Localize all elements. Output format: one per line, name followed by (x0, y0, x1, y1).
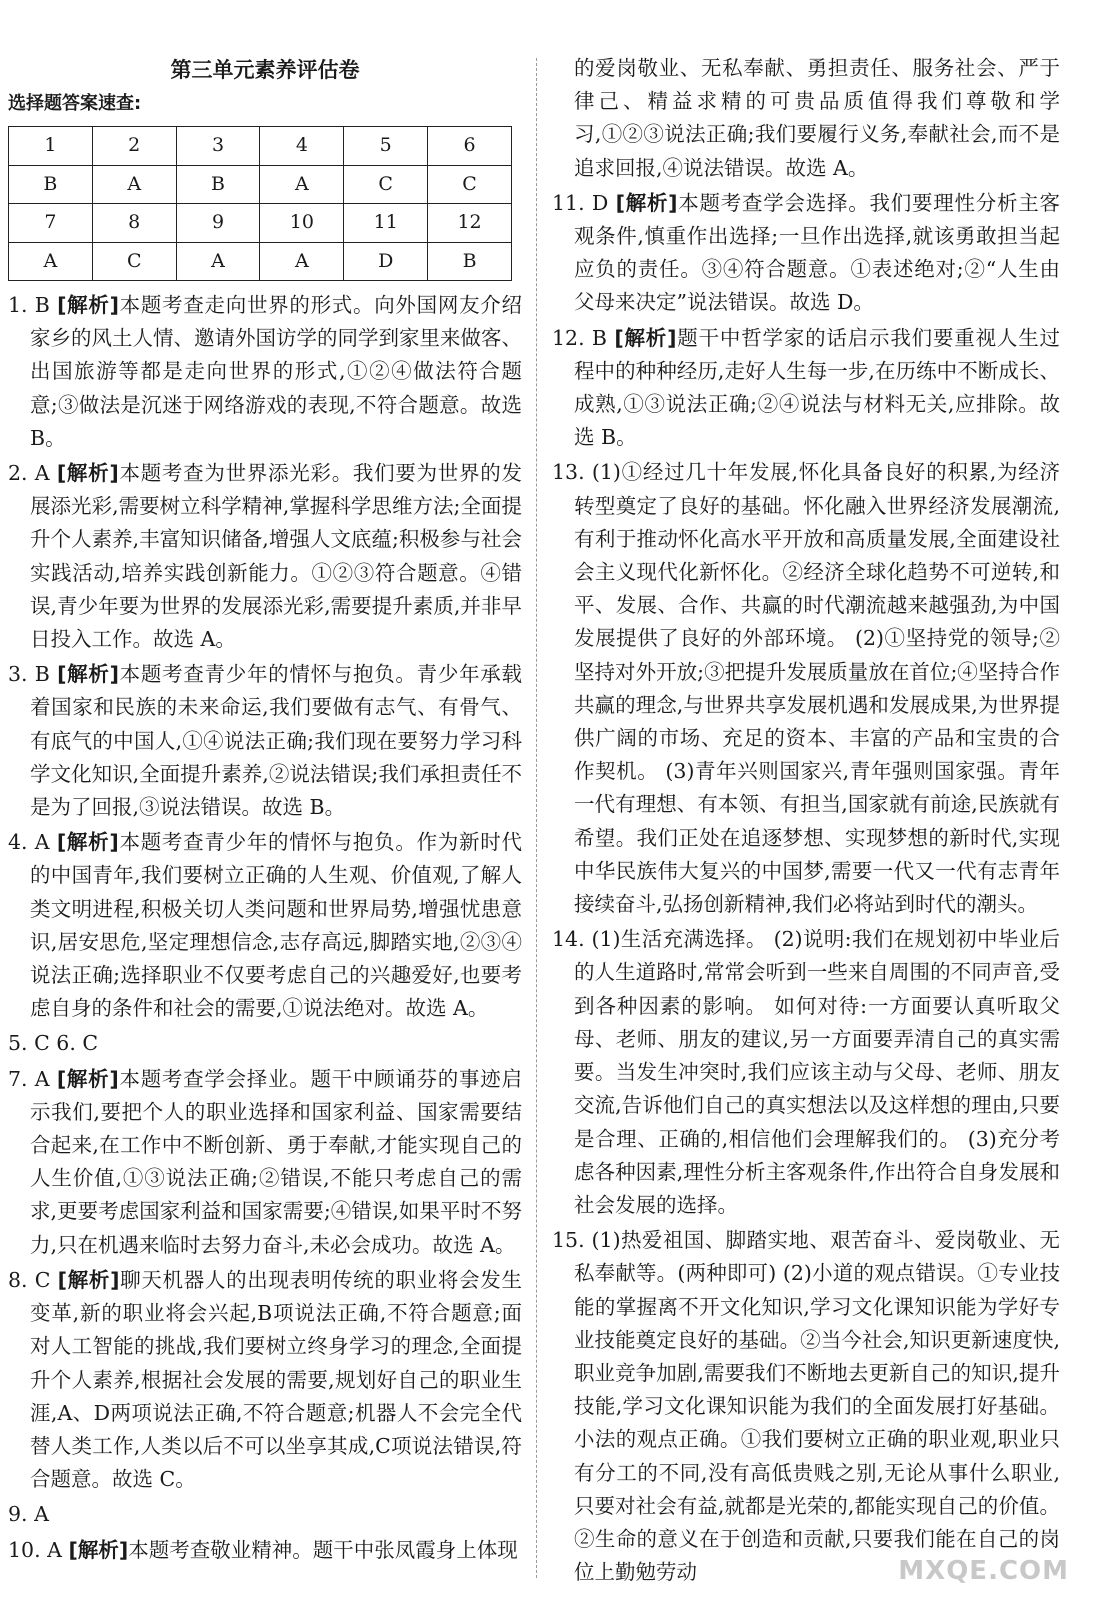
answer-text: 本题考查走向世界的形式。向外国网友介绍家乡的风土人情、邀请外国访学的同学到家里来做客、出国旅游等都是走向世界的形式,①②④做法符合题意;③做法是沉迷于网络游戏的表现,不符合题意。故选 B。 (30, 293, 522, 450)
answer-item (8, 1264, 522, 1496)
answer-cell: 5 (344, 127, 428, 166)
answer-cell: A (9, 242, 93, 281)
page-title: 第三单元素养评估卷 (170, 58, 360, 82)
answer-cell: 8 (92, 204, 176, 243)
answer-text: 的爱岗敬业、无私奉献、勇担责任、服务社会、严于律己、精益求精的可贵品质值得我们尊敬和学习,①②③说法正确;我们要履行义务,奉献社会,而不是追求回报,④说法错误。故选 A。 (574, 56, 1060, 180)
answer-number: 11. D (552, 190, 616, 215)
analysis-tag: [解析] (57, 662, 119, 687)
answer-number: 2. A (8, 461, 57, 486)
answer-text: (1)生活充满选择。 (2)说明:我们在规划初中毕业后的人生道路时,常常会听到一些来自周围的不同声音,受到各种因素的影响。 如何对待:一方面要认真听取父母、老师、朋友的建议,另一方面要弄清自己的真实需要。当发生冲突时,我们应该主动与父母、老师、朋友交流,告诉他们自己的真实想法以及这样想的理由,只要是合理、正确的,相信他们会理解我们的。 (3)充分考虑各种因素,理性分析主客观条件,作出符合自身发展和社会发展的选择。 (574, 927, 1060, 1217)
analysis-tag: [解析] (614, 325, 677, 350)
answer-number: 9. A (8, 1502, 49, 1527)
answer-cell: 3 (176, 127, 260, 166)
answer-number: 13. (552, 460, 592, 485)
watermark: MXQE.COM (898, 1556, 1069, 1586)
analysis-tag: [解析] (56, 830, 119, 855)
answer-text: 聊天机器人的出现表明传统的职业将会发生变革,新的职业将会兴起,B项说法正确,不符合题意;面对人工智能的挑战,我们要树立终身学习的理念,全面提升个人素养,根据社会发展的需要,规划好自己的职业生涯,A、D两项说法正确,不符合题意;机器人不会完全代替人类工作,人类以后不可以坐享其成,C项说法错误,符合题意。故选 C。 (30, 1267, 522, 1492)
answer-item (552, 923, 1060, 1222)
right-answer-list (552, 52, 1060, 1589)
answer-cell: 11 (344, 204, 428, 243)
column-divider (536, 58, 537, 1578)
answer-table-row (9, 242, 512, 281)
answer-cell: C (428, 165, 512, 204)
answer-table-row (9, 127, 512, 166)
answer-text: 本题考查青少年的情怀与抱负。作为新时代的中国青年,我们要树立正确的人生观、价值观,了解人类文明进程,积极关切人类问题和世界局势,增强忧患意识,居安思危,坚定理想信念,志存高远,脚踏实地,②③④说法正确;选择职业不仅要考虑自己的兴趣爱好,也要考虑自身的条件和社会的需要,①说法绝对。故选 A。 (30, 830, 522, 1021)
answer-item (8, 1063, 522, 1262)
answer-text: 本题考查学会择业。题干中顾诵芬的事迹启示我们,要把个人的职业选择和国家利益、国家需要结合起来,在工作中不断创新、勇于奉献,才能实现自己的人生价值,①③说法正确;②错误,不能只考虑自己的需求,更要考虑国家利益和国家需要;④错误,如果平时不努力,只在机遇来临时去努力奋斗,未必会成功。故选 A。 (30, 1066, 522, 1257)
answer-table (8, 126, 512, 281)
answer-item (8, 457, 522, 656)
answer-text: 题干中哲学家的话启示我们要重视人生过程中的种种经历,走好人生每一步,在历练中不断成长、成熟,①③说法正确;②④说法与材料无关,应排除。故选 B。 (574, 325, 1060, 450)
answer-text: (1)①经过几十年发展,怀化具备良好的积累,为经济转型奠定了良好的基础。怀化融入世界经济发展潮流,有利于推动怀化高水平开放和高质量发展,全面建设社会主义现代化新怀化。②经济全球化趋势不可逆转,和平、发展、合作、共赢的时代潮流越来越强劲,为中国发展提供了良好的外部环境。 (2)①坚持党的领导;②坚持对外开放;③把提升发展质量放在首位;④坚持合作共赢的理念,与世界共享发展机遇和发展成果,为世界提供广阔的市场、充足的资本、丰富的产品和宝贵的合作契机。 (3)青年兴则国家兴,青年强则国家强。青年一代有理想、有本领、有担当,国家就有前途,民族就有希望。我们正处在追逐梦想、实现梦想的新时代,实现中华民族伟大复兴的中国梦,需要一代又一代有志青年接续奋斗,弘扬创新精神,我们必将站到时代的潮头。 (574, 460, 1060, 917)
answer-cell: 12 (428, 204, 512, 243)
answer-cell: A (92, 165, 176, 204)
answer-text: (1)热爱祖国、脚踏实地、艰苦奋斗、爱岗敬业、无私奉献等。(两种即可) (2)小道的观点错误。①专业技能的掌握离不开文化知识,学习文化课知识能为学好专业技能奠定良好的基础。②当今社会,知识更新速度快,职业竞争加剧,需要我们不断地去更新自己的知识,提升技能,学习文化课知识能为我们的全面发展打好基础。 小法的观点正确。①我们要树立正确的职业观,职业只有分工的不同,没有高低贵贱之别,无论从事什么职业,只要对社会有益,就都是光荣的,都能实现自己的价值。②生命的意义在于创造和贡献,只要我们能在自己的岗位上勤勉劳动 (574, 1228, 1060, 1585)
answer-item (552, 456, 1060, 921)
answer-cell: A (260, 165, 344, 204)
answer-item (552, 187, 1060, 320)
answer-text: 本题考查敬业精神。题干中张凤霞身上体现 (128, 1537, 518, 1562)
answer-cell: 1 (9, 127, 93, 166)
answer-item (552, 1224, 1060, 1589)
answer-cell: 10 (260, 204, 344, 243)
answer-number: 1. B (8, 293, 58, 317)
right-column (552, 52, 1060, 1589)
answer-item (552, 322, 1060, 455)
answer-text: 本题考查青少年的情怀与抱负。青少年承载着国家和民族的未来命运,我们要做有志气、有骨气、有底气的中国人,①④说法正确;我们现在要努力学习科学文化知识,全面提升素养,②说法错误;我们承担责任不是为了回报,③说法错误。故选 B。 (30, 662, 522, 820)
left-answer-list (8, 289, 522, 1567)
answer-item (8, 658, 522, 824)
answer-item (8, 289, 522, 455)
answer-item (552, 52, 1060, 185)
answer-cell: C (92, 242, 176, 281)
left-column (8, 52, 522, 1567)
answer-cell: 2 (92, 127, 176, 166)
answer-number: 7. A (8, 1066, 57, 1091)
answer-cell: 9 (176, 204, 260, 243)
answer-number: 3. B (8, 662, 58, 687)
answer-cell: D (344, 242, 428, 281)
analysis-tag: [解析] (615, 190, 678, 215)
answer-cell: B (9, 165, 93, 204)
analysis-tag: [解析] (57, 1267, 120, 1292)
answer-item (8, 826, 522, 1025)
answer-number: 10. A (8, 1537, 69, 1562)
answer-text: 本题考查学会选择。我们要理性分析主客观条件,慎重作出选择;一旦作出选择,就该勇敢担当起应负的责任。③④符合题意。①表述绝对;②“人生由父母来决定”说法错误。故选 D。 (574, 190, 1061, 315)
answer-item (8, 1534, 522, 1567)
answer-number: 14. (552, 927, 592, 952)
answer-number: 15. (552, 1228, 592, 1253)
analysis-tag: [解析] (56, 461, 119, 486)
answer-cell: B (176, 165, 260, 204)
quick-answer-label: 选择题答案速查: (8, 93, 142, 114)
answer-number: 5. C 6. C (8, 1031, 99, 1056)
answer-cell: 4 (260, 127, 344, 166)
answer-cell: A (260, 242, 344, 281)
answer-cell: B (428, 242, 512, 281)
answer-table-row (9, 204, 512, 243)
analysis-tag: [解析] (56, 1066, 119, 1091)
answer-number: 12. B (552, 325, 615, 350)
answer-number: 8. C (8, 1267, 58, 1292)
answer-item (8, 1498, 522, 1531)
answer-number: 4. A (8, 830, 57, 855)
answer-table-row (9, 165, 512, 204)
analysis-tag: [解析] (57, 293, 119, 317)
answer-cell: 7 (9, 204, 93, 243)
answer-cell: A (176, 242, 260, 281)
answer-cell: 6 (428, 127, 512, 166)
answer-cell: C (344, 165, 428, 204)
analysis-tag: [解析] (68, 1537, 129, 1562)
answer-item (8, 1027, 522, 1060)
answer-text: 本题考查为世界添光彩。我们要为世界的发展添光彩,需要树立科学精神,掌握科学思维方法;全面提升个人素养,丰富知识储备,增强人文底蕴;积极参与社会实践活动,培养实践创新能力。①②③符合题意。④错误,青少年要为世界的发展添光彩,需要提升素质,并非早日投入工作。故选 A。 (30, 461, 522, 652)
